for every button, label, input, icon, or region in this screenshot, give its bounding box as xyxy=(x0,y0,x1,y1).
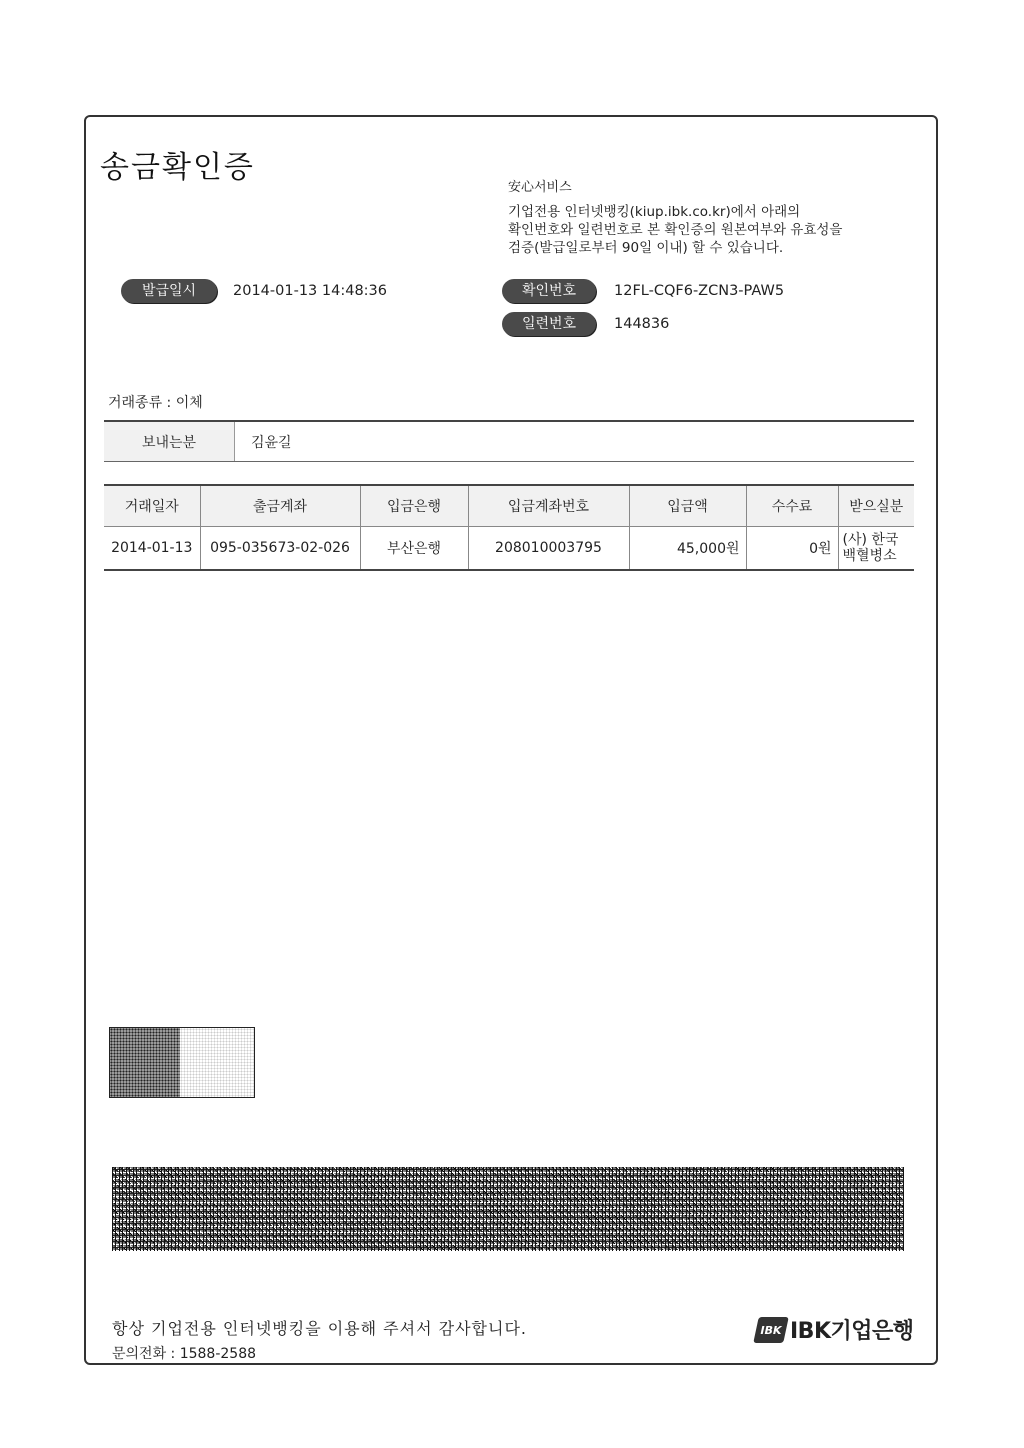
cell-from-account: 095-035673-02-026 xyxy=(200,527,360,571)
table-header-row xyxy=(104,485,914,527)
table-row xyxy=(104,527,914,571)
thanks-message: 항상 기업전용 인터넷뱅킹을 이용해 주셔서 감사합니다. xyxy=(112,1319,528,1338)
sender-label: 보내는분 xyxy=(104,422,235,461)
header-from-account: 출금계좌 xyxy=(200,485,360,527)
header-recipient: 받으실분 xyxy=(838,485,914,527)
ibk-logo-text: IBK기업은행 xyxy=(790,1319,914,1344)
verification-barcode-image xyxy=(112,1167,904,1251)
header-date: 거래일자 xyxy=(104,485,200,527)
recipient-line2: 백혈병소 xyxy=(842,548,897,564)
cell-to-account: 208010003795 xyxy=(468,527,629,571)
header-fee: 수수료 xyxy=(746,485,838,527)
header-amount: 입금액 xyxy=(629,485,746,527)
serial-number-value: 144836 xyxy=(614,316,670,332)
trade-type: 거래종류 : 이체 xyxy=(108,395,203,411)
ibk-logo xyxy=(756,1314,914,1345)
seal-dots xyxy=(110,1028,180,1097)
service-desc-line3: 검증(발급일로부터 90일 이내) 할 수 있습니다. xyxy=(508,240,784,256)
seal-stamp-image xyxy=(109,1027,255,1098)
confirm-number-value: 12FL-CQF6-ZCN3-PAW5 xyxy=(614,283,785,299)
document-title: 송금확인증 xyxy=(100,150,255,185)
service-description xyxy=(508,203,918,257)
service-desc-line1: 기업전용 인터넷뱅킹(kiup.ibk.co.kr)에서 아래의 xyxy=(508,204,801,220)
issue-date-value: 2014-01-13 14:48:36 xyxy=(233,283,387,299)
recipient-line1: (사) 한국 xyxy=(842,532,899,548)
cell-recipient xyxy=(838,527,914,571)
confirm-number-label: 확인번호 xyxy=(502,279,596,303)
cell-fee: 0원 xyxy=(746,527,838,571)
cell-bank: 부산은행 xyxy=(360,527,468,571)
issue-date-label: 발급일시 xyxy=(121,279,217,303)
sender-row xyxy=(104,420,914,462)
service-title: 安心서비스 xyxy=(508,180,572,195)
seal-light-area xyxy=(180,1028,254,1097)
cell-date: 2014-01-13 xyxy=(104,527,200,571)
header-to-account: 입금계좌번호 xyxy=(468,485,629,527)
transaction-table xyxy=(104,484,914,571)
serial-number-label: 일련번호 xyxy=(502,312,596,336)
service-desc-line2: 확인번호와 일련번호로 본 확인증의 원본여부와 유효성을 xyxy=(508,222,843,238)
sender-value: 김윤길 xyxy=(251,434,292,451)
cell-amount: 45,000원 xyxy=(629,527,746,571)
ibk-logo-icon: IBK xyxy=(753,1317,789,1343)
header-bank: 입금은행 xyxy=(360,485,468,527)
contact-phone: 문의전화 : 1588-2588 xyxy=(112,1346,257,1362)
